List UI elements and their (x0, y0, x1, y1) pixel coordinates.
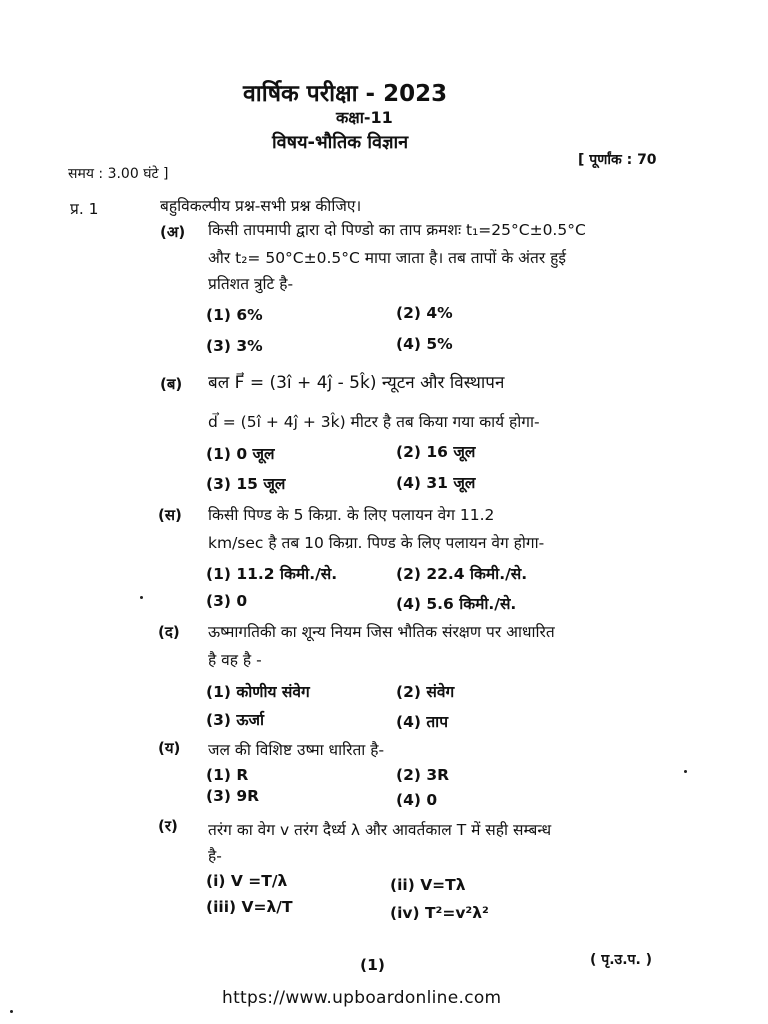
time-label: समय : 3.00 घंटे ] (68, 166, 169, 182)
part-f-line-1: तरंग का वेग v तरंग दैर्ध्य λ और आवर्तकाल T में सही सम्बन्ध (208, 821, 552, 839)
part-f-option-3: (iii) V=λ/T (206, 898, 293, 916)
part-a-option-4: (4) 5% (396, 335, 453, 353)
question-number: प्र. 1 (70, 200, 99, 218)
exam-title: वार्षिक परीक्षा - 2023 (243, 81, 448, 107)
part-f-option-1: (i) V =T/λ (206, 872, 288, 890)
part-d-option-4: (4) ताप (396, 713, 449, 731)
max-marks-label: [ पूर्णांक : 70 (578, 152, 657, 168)
part-c-option-4: (4) 5.6 किमी./से. (396, 595, 517, 613)
question-instruction: बहुविकल्पीय प्रश्न-सभी प्रश्न कीजिए। (160, 197, 362, 215)
footer-url[interactable]: https://www.upboardonline.com (222, 988, 502, 1008)
page-code: ( पृ.उ.प. ) (590, 952, 653, 968)
part-b-option-4: (4) 31 जूल (396, 474, 476, 492)
part-label-c: (स) (158, 506, 182, 524)
part-e-option-3: (3) 9R (206, 787, 260, 805)
page-number: (1) (360, 956, 385, 974)
part-a-line-1: किसी तापमापी द्वारा दो पिण्डो का ताप क्रमशः t₁=25°C±0.5°C (208, 221, 586, 239)
part-c-line-1: किसी पिण्ड के 5 किग्रा. के लिए पलायन वेग 11.2 (208, 506, 495, 524)
print-speck (10, 1010, 13, 1013)
print-speck (684, 770, 687, 773)
part-e-option-4: (4) 0 (396, 791, 438, 809)
part-a-option-3: (3) 3% (206, 337, 263, 355)
part-d-line-1: ऊष्मागतिकी का शून्य नियम जिस भौतिक संरक्षण पर आधारित (208, 623, 555, 641)
part-c-option-1: (1) 11.2 किमी./से. (206, 565, 338, 583)
part-f-line-2: है- (208, 847, 222, 865)
part-c-option-3: (3) 0 (206, 592, 248, 610)
part-b-line-1: बल F⃗ = (3î + 4ĵ - 5k̂) न्यूटन और विस्थापन (208, 373, 505, 393)
part-c-line-2: km/sec है तब 10 किग्रा. पिण्ड के लिए पलायन वेग होगा- (208, 534, 545, 552)
part-label-a: (अ) (160, 223, 186, 241)
class-label: कक्षा-11 (336, 108, 393, 127)
part-b-option-1: (1) 0 जूल (206, 445, 275, 463)
part-f-option-4: (iv) T²=v²λ² (390, 904, 489, 922)
part-label-d: (द) (158, 623, 180, 641)
part-b-line-2: d⃗ = (5î + 4ĵ + 3k̂) मीटर है तब किया गया कार्य होगा- (208, 413, 540, 431)
part-e-line-1: जल की विशिष्ट उष्मा धारिता है- (208, 741, 385, 759)
part-label-f: (र) (158, 817, 178, 835)
part-e-option-2: (2) 3R (396, 766, 450, 784)
part-d-option-1: (1) कोणीय संवेग (206, 683, 310, 701)
part-d-option-2: (2) संवेग (396, 683, 455, 701)
part-d-line-2: है वह है - (208, 651, 262, 669)
print-speck (140, 596, 143, 599)
part-e-option-1: (1) R (206, 766, 249, 784)
part-c-option-2: (2) 22.4 किमी./से. (396, 565, 528, 583)
part-b-option-3: (3) 15 जूल (206, 475, 286, 493)
subject-label: विषय-भौतिक विज्ञान (272, 132, 409, 153)
part-b-option-2: (2) 16 जूल (396, 443, 476, 461)
part-f-option-2: (ii) V=Tλ (390, 876, 466, 894)
part-a-option-1: (1) 6% (206, 306, 263, 324)
part-a-option-2: (2) 4% (396, 304, 453, 322)
part-d-option-3: (3) ऊर्जा (206, 711, 265, 729)
part-label-b: (ब) (160, 375, 183, 393)
part-a-line-2: और t₂= 50°C±0.5°C मापा जाता है। तब तापों के अंतर हुई (208, 249, 566, 267)
part-label-e: (य) (158, 739, 181, 757)
part-a-line-3: प्रतिशत त्रुटि है- (208, 275, 294, 293)
